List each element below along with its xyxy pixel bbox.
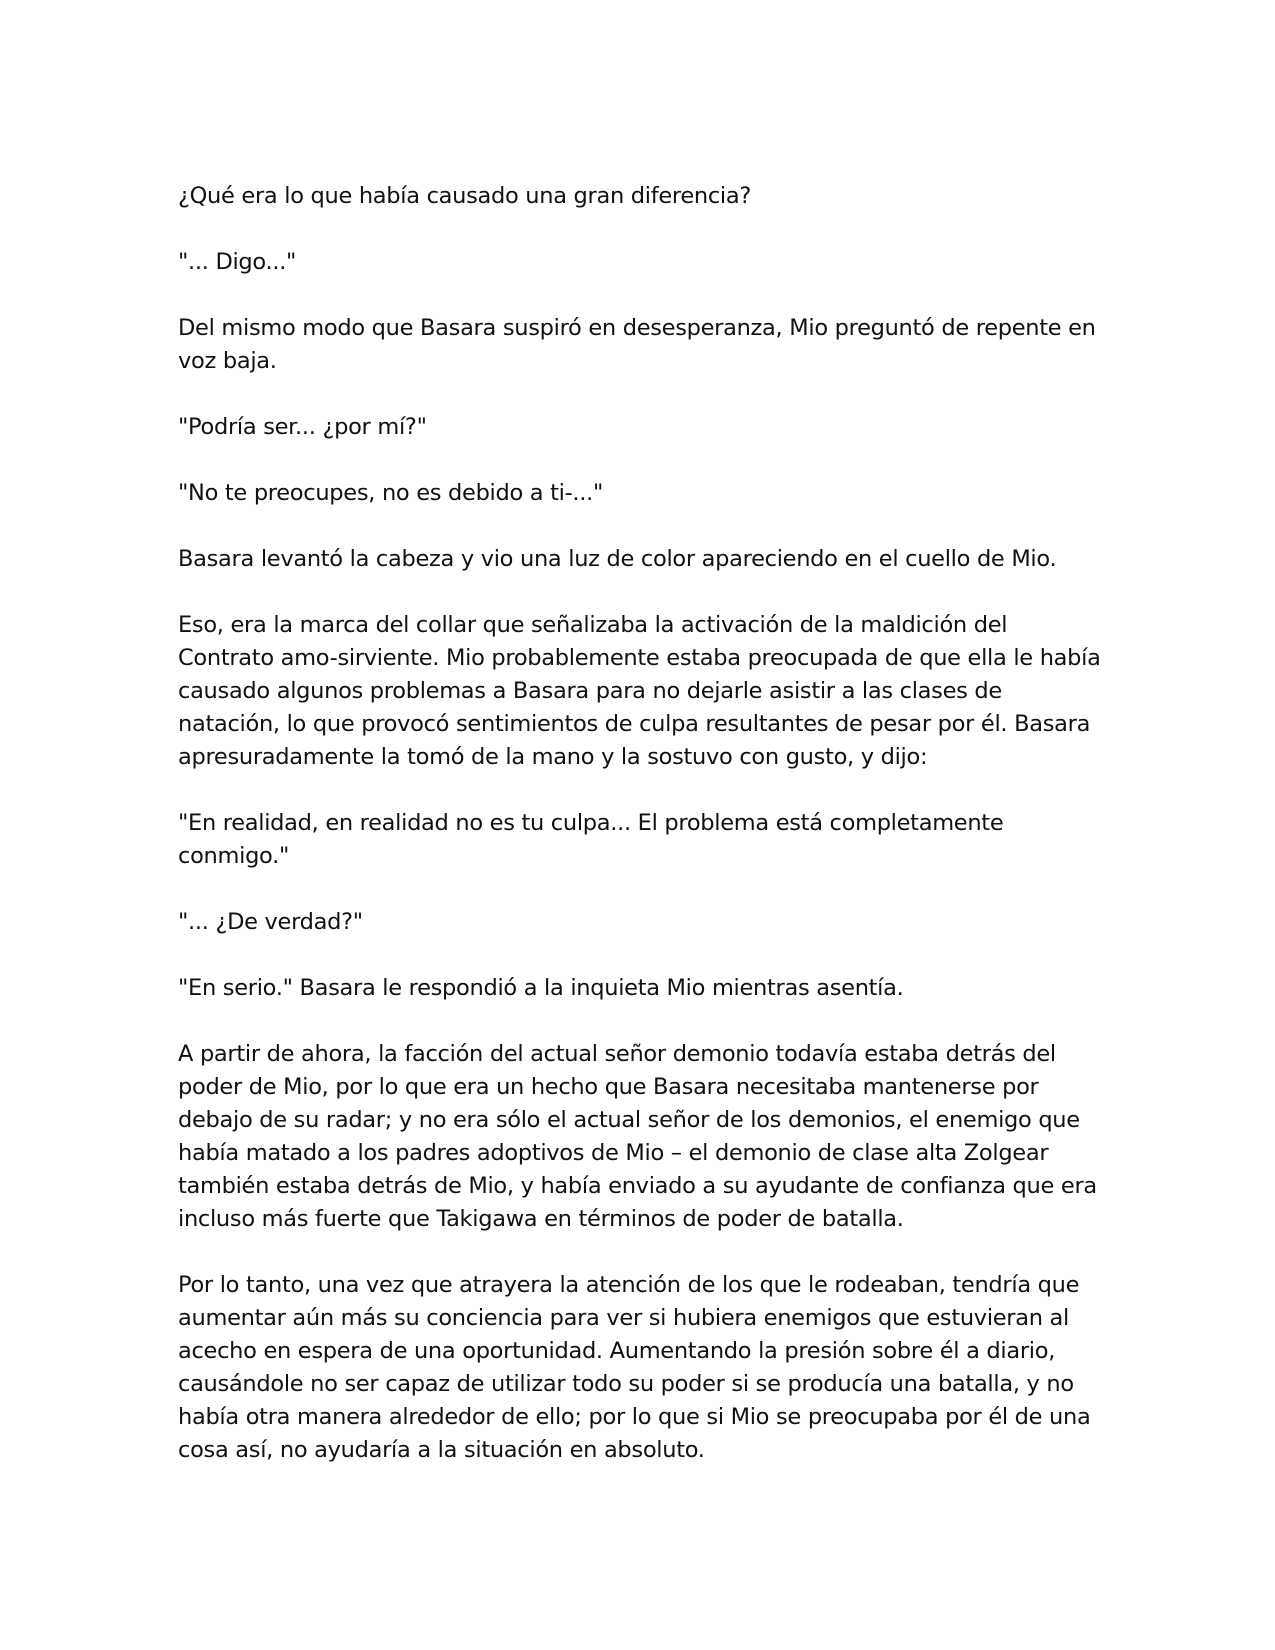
paragraph: Basara levantó la cabeza y vio una luz de color apareciendo en el cuello de Mio. (178, 546, 1057, 572)
paragraph: Eso, era la marca del collar que señalizaba la activación de la maldición del Contrato amo-sirviente. Mio probablemente estaba preocupada de que ella le había causado algunos problemas a Basara para no dejarle asistir a las clases de natación, lo que provocó sentimientos de culpa resultantes de pesar por él. Basara apresuradamente la tomó de la mano y la sostuvo con gusto, y dijo: (178, 612, 1101, 770)
paragraph: "... ¿De verdad?" (178, 909, 363, 935)
paragraph: "... Digo..." (178, 249, 297, 275)
paragraph: "En realidad, en realidad no es tu culpa... El problema está completamente conmigo." (178, 810, 1004, 869)
paragraph: "Podría ser... ¿por mí?" (178, 414, 427, 440)
paragraph: "No te preocupes, no es debido a ti-..." (178, 480, 604, 506)
paragraph: "En serio." Basara le respondió a la inquieta Mio mientras asentía. (178, 975, 904, 1001)
paragraph: ¿Qué era lo que había causado una gran diferencia? (178, 183, 751, 209)
paragraph: A partir de ahora, la facción del actual señor demonio todavía estaba detrás del poder de Mio, por lo que era un hecho que Basara necesitaba mantenerse por debajo de su radar; y no era sólo el actual señor de los demonios, el enemigo que había matado a los padres adoptivos de Mio – el demonio de clase alta Zolgear también estaba detrás de Mio, y había enviado a su ayudante de confianza que era incluso más fuerte que Takigawa en términos de poder de batalla. (178, 1041, 1097, 1232)
paragraph: Por lo tanto, una vez que atrayera la atención de los que le rodeaban, tendría que aumentar aún más su conciencia para ver si hubiera enemigos que estuvieran al acecho en espera de una oportunidad. Aumentando la presión sobre él a diario, causándole no ser capaz de utilizar todo su poder si se producía una batalla, y no había otra manera alrededor de ello; por lo que si Mio se preocupaba por él de una cosa así, no ayudaría a la situación en absoluto. (178, 1272, 1091, 1463)
paragraph: Del mismo modo que Basara suspiró en desesperanza, Mio preguntó de repente en voz baja. (178, 315, 1096, 374)
document-body (178, 180, 1108, 1500)
